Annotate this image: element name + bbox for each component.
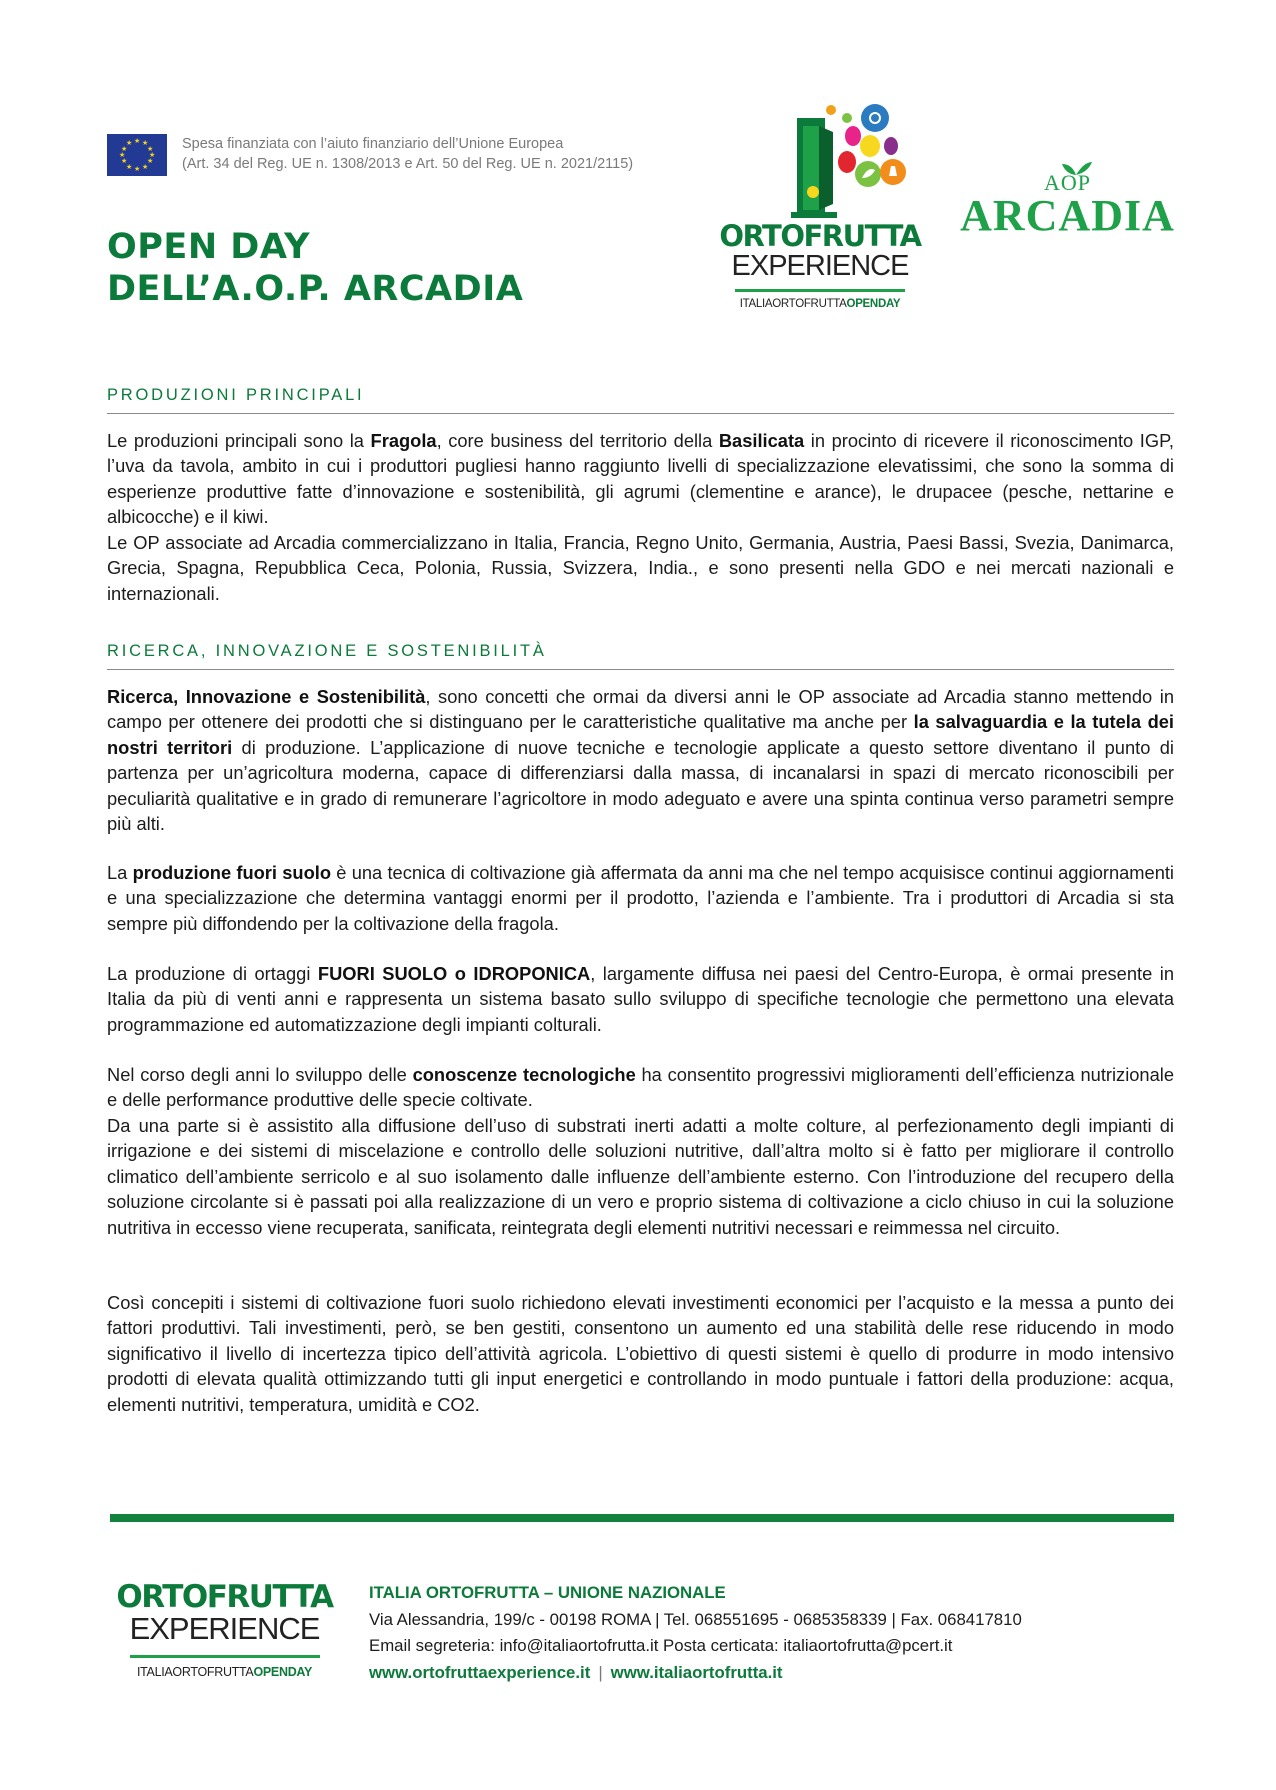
- eu-notice-line1: Spesa finanziata con l’aiuto finanziario dell’Unione Europea: [182, 136, 564, 152]
- text-run: ha consentito progressivi miglioramenti dell’efficienza nutrizionale e delle performance produttive delle specie coltivate.: [107, 1064, 1174, 1111]
- logo-tagline-part2: OPENDAY: [846, 298, 901, 310]
- eu-funding-notice: [107, 134, 633, 176]
- footer-address: Via Alessandria, 199/c - 00198 ROMA | Tel. 068551695 - 0685358339 | Fax. 068417810: [369, 1609, 1022, 1629]
- logo-tagline-part1: ITALIAORTOFRUTTA: [739, 298, 847, 310]
- eu-notice-text: [182, 134, 633, 174]
- footer-logo-word-ortofrutta: ORTOFRUTTA: [116, 1579, 333, 1615]
- footer-logo-tagline-part2: OPENDAY: [253, 1665, 313, 1679]
- text-run: Le produzioni principali sono la: [107, 430, 371, 451]
- text-run: Nel corso degli anni lo sviluppo delle: [107, 1064, 413, 1085]
- bold-ricerca: Ricerca, Innovazione e Sostenibilità: [107, 686, 426, 707]
- footer-logo-divider: [130, 1655, 320, 1658]
- footer-websites: [369, 1660, 1022, 1687]
- footer-divider-bar: [110, 1514, 1174, 1522]
- footer-email: Email segreteria: info@italiaortofrutta.it Posta certicata: italiaortofrutta@pcert.it: [369, 1636, 953, 1655]
- bold-conoscenze: conoscenze tecnologiche: [412, 1064, 636, 1085]
- paragraph-produzioni-2: Le OP associate ad Arcadia commercializzano in Italia, Francia, Regno Unito, Germania, Austria, Paesi Bassi, Svezia, Danimarca, Grecia, Spagna, Repubblica Ceca, Polonia, Russia, Svizzera, India., e sono presenti nella GDO e nei mercati nazionali e internazionali.: [107, 532, 1174, 604]
- bold-basilicata: Basilicata: [718, 430, 805, 451]
- text-run: La: [107, 862, 133, 883]
- ortofrutta-experience-wordmark: [715, 220, 925, 310]
- footer-logo-word-experience: EXPERIENCE: [129, 1611, 320, 1646]
- footer-logo-tagline: [107, 1665, 342, 1679]
- page-title: [107, 226, 523, 310]
- bold-salvaguardia: la salvaguardia e la tutela dei nostri territori: [107, 711, 1174, 758]
- footer-logo-tagline-part1: ITALIAORTOFRUTTA: [136, 1665, 254, 1679]
- footer-contact-block: [369, 1580, 1022, 1686]
- footer-link-italiaortofrutta[interactable]: www.italiaortofrutta.it: [610, 1662, 783, 1682]
- logo-word-experience: EXPERIENCE: [731, 250, 909, 282]
- arcadia-name: ARCADIA: [960, 191, 1175, 240]
- logo-word-ortofrutta: ORTOFRUTTA: [719, 219, 921, 253]
- door-bubbles-icon: [715, 100, 925, 220]
- eu-flag-icon: ★ ★ ★ ★ ★ ★ ★ ★ ★ ★ ★ ★: [107, 134, 167, 176]
- page-title-line1: OPEN DAY: [107, 227, 310, 267]
- text-run: , core business del territorio della: [436, 430, 719, 451]
- arcadia-aop-label: AOP: [1043, 170, 1091, 195]
- ortofrutta-experience-logo: [715, 100, 925, 315]
- footer-org-name: ITALIA ORTOFRUTTA – UNIONE NAZIONALE: [369, 1583, 726, 1602]
- aop-arcadia-logo: [960, 160, 1175, 238]
- section-heading-ricerca: RICERCA, INNOVAZIONE E SOSTENIBILITÀ: [107, 642, 1174, 670]
- text-run: di produzione. L’applicazione di nuove tecniche e tecnologie applicate a questo settore diventano il punto di partenza per un’agricoltura moderna, capace di differenziarsi dalla massa, di incanalarsi in spazi di mercato riconoscibili per peculiarità qualitative e in grado di remunerare l’agricoltore in modo adeguato e avere una spinta continua verso parametri sempre più alti.: [107, 736, 1174, 835]
- text-run: in procinto di ricevere il riconoscimento IGP, l’uva da tavola, ambito in cui i produttori pugliesi hanno raggiunto livelli di specializzazione elevatissimi, che sono la somma di esperienze produttive fatte d’innovazione e sostenibilità, gli agrumi (clementine e arance), le drupacee (pesche, nettarine e albicocche) e il kiwi.: [107, 430, 1174, 528]
- paragraph-produzioni-1: [107, 428, 1174, 530]
- section-heading-produzioni: PRODUZIONI PRINCIPALI: [107, 386, 1174, 414]
- eu-notice-line2: (Art. 34 del Reg. UE n. 1308/2013 e Art. 50 del Reg. UE n. 2021/2115): [182, 156, 634, 172]
- paragraph-ricerca-3: [107, 961, 1174, 1037]
- footer-link-ortofruttaexperience[interactable]: www.ortofruttaexperience.it: [369, 1662, 591, 1682]
- footer-link-separator: |: [598, 1662, 603, 1682]
- text-run: è una tecnica di coltivazione già affermata da anni ma che nel tempo acquisisce continui aggiornamenti e una specializzazione che determina vantaggi enormi per il prodotto, l’azienda e l’ambiente. Tra i produttori di Arcadia si sta sempre più diffondendo per la coltivazione della fragola.: [107, 862, 1174, 934]
- logo-divider: [735, 289, 905, 292]
- page-title-line2: DELL’A.O.P. ARCADIA: [107, 269, 524, 309]
- bold-idroponica: FUORI SUOLO o IDROPONICA: [317, 963, 591, 984]
- paragraph-ricerca-5: Da una parte si è assistito alla diffusione dell’uso di substrati inerti adatti a molte colture, al perfezionamento degli impianti di irrigazione e dei sistemi di miscelazione e controllo delle soluzioni nutritive, dall’altra molto si è fatto per migliorare il controllo climatico dell’ambiente serricolo e al suo isolamento dalle influenze dell’ambiente esterno. Con l’introduzione del recupero della soluzione circolante si è passati poi alla realizzazione di un vero e proprio sistema di coltivazione a ciclo chiuso in cui la soluzione nutritiva in eccesso viene recuperata, sanificata, reintegrata degli elementi nutritivi necessari e reimmessa nel circuito.: [107, 1115, 1174, 1238]
- paragraph-ricerca-4: [107, 1062, 1174, 1113]
- bold-fuori-suolo: produzione fuori suolo: [132, 862, 331, 883]
- text-run: La produzione di ortaggi: [107, 963, 318, 984]
- logo-tagline: [715, 298, 925, 310]
- text-run: , sono concetti che ormai da diversi anni le OP associate ad Arcadia stanno mettendo in campo per ottenere dei prodotti che si distinguano per le caratteristiche qualitative ma anche per: [107, 686, 1174, 733]
- paragraph-ricerca-6: Così concepiti i sistemi di coltivazione fuori suolo richiedono elevati investimenti economici per l’acquisto e la messa a punto dei fattori produttivi. Tali investimenti, però, se ben gestiti, consentono un aumento ed una stabilità delle rese riducendo in modo significativo il livello di incertezza tipico dell’attività agricola. L’obiettivo di questi sistemi è quello di produrre in modo intensivo prodotti di elevata qualità ottimizzando tutti gli input energetici e controllando in modo puntuale i fattori della produzione: acqua, elementi nutritivi, temperatura, umidità e CO2.: [107, 1292, 1174, 1415]
- text-run: , largamente diffusa nei paesi del Centro-Europa, è ormai presente in Italia da più di venti anni e rappresenta un sistema basato sullo sviluppo di specifiche tecnologie che permettono una elevata programmazione ed automatizzazione degli impianti colturali.: [107, 963, 1174, 1035]
- bold-fragola: Fragola: [370, 430, 437, 451]
- footer-ortofrutta-logo: [107, 1580, 342, 1679]
- paragraph-ricerca-1: [107, 684, 1174, 836]
- paragraph-ricerca-2: [107, 860, 1174, 936]
